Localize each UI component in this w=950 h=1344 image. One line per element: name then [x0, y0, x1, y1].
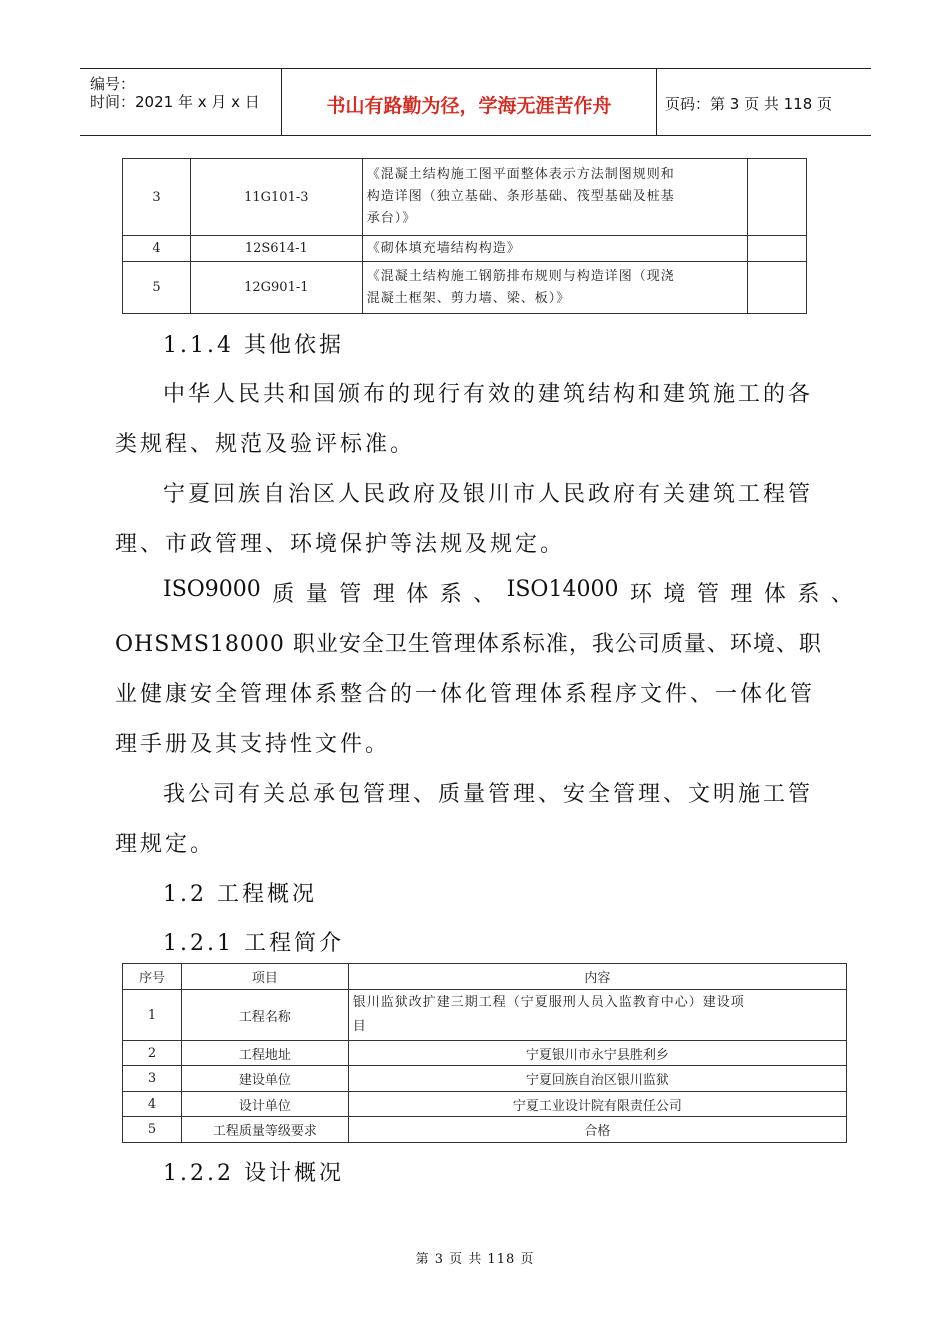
- paragraph-line: 理规定。: [115, 832, 216, 857]
- row-no: 3: [123, 1066, 182, 1092]
- paragraph-line: 业健康安全管理体系整合的一体化管理体系程序文件、一体化管: [115, 682, 816, 707]
- row-content: 宁夏工业设计院有限责任公司: [348, 1092, 846, 1117]
- paragraph-line: 我公司有关总承包管理、质量管理、安全管理、文明施工管: [163, 782, 814, 807]
- table-row: [123, 159, 807, 236]
- paragraph-line: 理手册及其支持性文件。: [115, 732, 391, 757]
- row-no: 4: [123, 1092, 182, 1117]
- header-motto-cell: [282, 69, 657, 135]
- row-item: 建设单位: [181, 1066, 348, 1092]
- row-no: 3: [123, 159, 191, 236]
- paragraph-line: 理、市政管理、环境保护等法规及规定。: [115, 532, 566, 557]
- project-overview-table: [122, 963, 847, 1143]
- table-header-row: [123, 964, 847, 990]
- row-content: 宁夏银川市永宁县胜利乡: [348, 1041, 846, 1066]
- table-row: [123, 1041, 847, 1066]
- row-title: 《混凝土结构施工图平面整体表示方法制图规则和 构造详图（独立基础、条形基础、筏型基础及桩基 承台）》: [362, 159, 747, 236]
- row-no: 5: [123, 1117, 182, 1143]
- table-row: [123, 990, 847, 1041]
- paragraph-justified-line: ISO9000 质 量 管 理 体 系 、 ISO14000 环 境 管 理 体 系 、: [163, 577, 853, 607]
- row-item: 工程质量等级要求: [181, 1117, 348, 1143]
- header-page-cell: [657, 69, 871, 135]
- table-row: [123, 1117, 847, 1143]
- row-code: 12S614-1: [190, 236, 362, 262]
- row-item: 工程名称: [181, 990, 348, 1041]
- row-content: 合格: [348, 1117, 846, 1143]
- row-no: 5: [123, 262, 191, 314]
- row-title: 《混凝土结构施工钢筋排布规则与构造详图（现浇 混凝土框架、剪力墙、梁、板）》: [362, 262, 747, 314]
- row-extra: [748, 159, 807, 236]
- section-heading-1-2: 1.2 工程概况: [163, 882, 317, 907]
- row-extra: [748, 236, 807, 262]
- col-header-content: 内容: [348, 964, 846, 990]
- table-row: [123, 236, 807, 262]
- paragraph-line: OHSMS18000 职业安全卫生管理体系标准，我公司质量、环境、职: [115, 632, 822, 657]
- page-footer: 第 3 页 共 118 页: [415, 1252, 535, 1267]
- section-heading-1-1-4: 1.1.4 其他依据: [163, 333, 344, 358]
- page-header: [80, 68, 871, 136]
- row-code: 11G101-3: [190, 159, 362, 236]
- row-item: 设计单位: [181, 1092, 348, 1117]
- standards-table: [122, 158, 807, 314]
- header-meta-cell: [80, 69, 282, 135]
- section-heading-1-2-1: 1.2.1 工程简介: [163, 931, 344, 956]
- table-row: [123, 1092, 847, 1117]
- paragraph-line: 宁夏回族自治区人民政府及银川市人民政府有关建筑工程管: [163, 482, 814, 507]
- paragraph-line: 类规程、规范及验评标准。: [115, 432, 416, 457]
- section-heading-1-2-2: 1.2.2 设计概况: [163, 1161, 344, 1186]
- row-title: 《砌体填充墙结构构造》: [362, 236, 747, 262]
- row-extra: [748, 262, 807, 314]
- table-row: [123, 262, 807, 314]
- row-content: 银川监狱改扩建三期工程（宁夏服刑人员入监教育中心）建设项 目: [348, 990, 846, 1041]
- row-no: 1: [123, 990, 182, 1041]
- time-label: 时间：2021 年 x 月 x 日: [90, 93, 260, 111]
- row-code: 12G901-1: [190, 262, 362, 314]
- row-no: 2: [123, 1041, 182, 1066]
- table-row: [123, 1066, 847, 1092]
- number-label: 编号：: [90, 75, 136, 93]
- row-content: 宁夏回族自治区银川监狱: [348, 1066, 846, 1092]
- col-header-no: 序号: [123, 964, 182, 990]
- paragraph-line: 中华人民共和国颁布的现行有效的建筑结构和建筑施工的各: [163, 382, 814, 407]
- row-item: 工程地址: [181, 1041, 348, 1066]
- col-header-item: 项目: [181, 964, 348, 990]
- motto: 书山有路勤为径，学海无涯苦作舟: [326, 95, 612, 117]
- page-label: 页码：第 3 页 共 118 页: [665, 95, 833, 113]
- row-no: 4: [123, 236, 191, 262]
